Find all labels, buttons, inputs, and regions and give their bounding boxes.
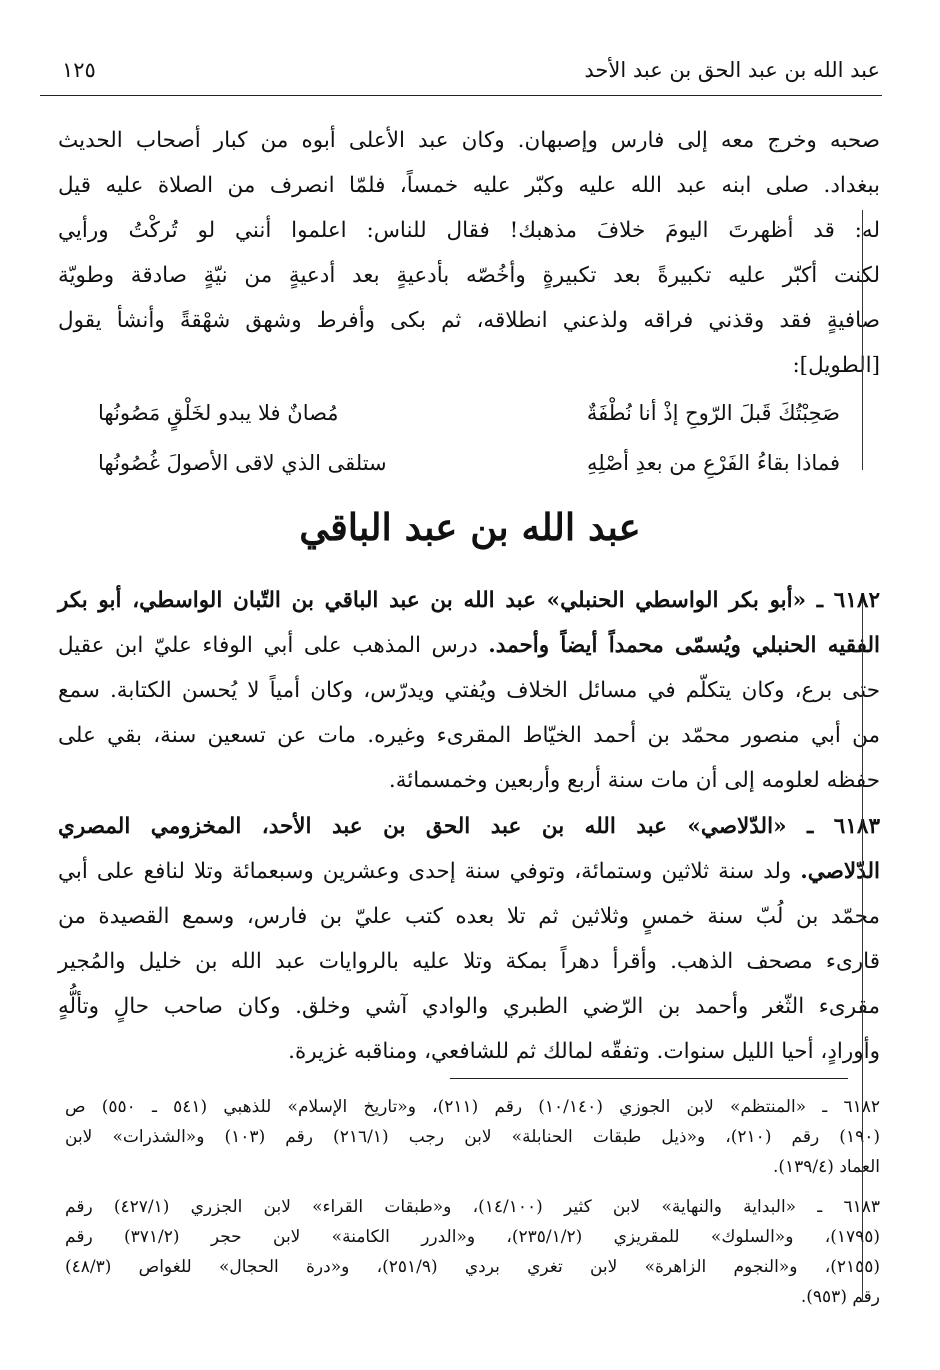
entry-text: درس المذهب على أبي الوفاء عليّ ابن عقيل (58, 633, 489, 658)
verse-first-hemistich: فماذا بقاءُ الفَرْعِ من بعدِ أصْلِهِ (587, 451, 840, 475)
footnote-rule (450, 1078, 848, 1079)
entry-title-continuation: الفقيه الحنبلي ويُسمّى محمداً أيضاً وأحمد. (488, 633, 880, 658)
poem (98, 388, 840, 488)
text-line: له: قد أظهرتَ اليومَ خلافَ مذهبك! فقال للناس: اعلموا أنني لو تُركْتُ ورأيي (58, 218, 880, 243)
footnote-line: ٦١٨٢ ـ «المنتظم» لابن الجوزي (١٠/١٤٠) رقم (٢١١)، و«تاريخ الإسلام» للذهبي (٥٤١ ـ ٥٥٠) ص (65, 1097, 880, 1117)
verse-second-hemistich: ستلقى الذي لاقى الأصولَ غُصُونُها (98, 451, 387, 475)
text-line: حفظه لعلومه إلى أن مات سنة أربع وأربعين وخمسمائة. (388, 768, 880, 793)
footnote-line: ٦١٨٣ ـ «البداية والنهاية» لابن كثير (١٤/١٠٠)، و«طبقات القراء» لابن الجزري (٤٢٧/١) رقم (65, 1197, 880, 1217)
page-header (40, 58, 880, 98)
header-rule (40, 95, 882, 96)
footnote-line: العماد (١٣٩/٤). (772, 1157, 880, 1177)
entry-title-line: ٦١٨٢ ـ «أبو بكر الواسطي الحنبلي» عبد الله بن عبد الباقي بن التّبان الواسطي، أبو بكر (58, 588, 880, 613)
text-line: [الطويل]: (792, 353, 880, 378)
text-line: حتى برع، وكان يتكلّم في مسائل الخلاف ويُفتي ويدرّس، وكان أمياً لا يُحسن الكتابة. سمع (58, 678, 880, 703)
text-line: صحبه وخرج معه إلى فارس وإصبهان. وكان عبد الأعلى أبوه من كبار أصحاب الحديث (58, 128, 880, 153)
text-line: من أبي منصور محمّد بن أحمد الخيّاط المقرىء وغيره. مات عن تسعين سنة، بقي على (58, 723, 880, 748)
text-line: قارىء مصحف الذهب. وأقرأ دهراً بمكة وتلا عليه بالروايات عبد الله بن خليل والمُجير (58, 949, 880, 974)
footnote-line: (١٧٩٥)، و«السلوك» للمقريزي (٢٣٥/١/٢)، و«الدرر الكامنة» لابن حجر (٣٧١/٢) رقم (65, 1227, 881, 1247)
text-line: وأورادٍ، أحيا الليل سنوات. وتفقّه لمالك ثم للشافعي، ومناقبه غزيرة. (288, 1039, 880, 1064)
text-line: مقرىء الثّغر وأحمد بن الرّضي الطبري والوادي آشي وخلق. وكان صاحب حالٍ وتألُّهٍ (58, 994, 880, 1019)
text-line: لكنت أكبّر عليه تكبيرةً بعد تكبيرةٍ وأخُصّه بأدعيةٍ بعد أدعيةٍ من نيّةٍ صادقة وطويّة (58, 263, 880, 288)
section-heading: عبد الله بن عبد الباقي (299, 505, 641, 549)
text-line (58, 849, 880, 894)
footnote-6183 (65, 1192, 880, 1312)
entry-title-continuation: الدّلاصي. (800, 859, 880, 884)
footnote-line: (٢١٥٥)، و«النجوم الزاهرة» لابن تغري بردي (٢٥١/٩)، و«درة الحجال» للغواص (٤٨/٣) (65, 1257, 880, 1277)
footnote-line: (١٩٠) رقم (٢١٠)، و«ذيل طبقات الحنابلة» لابن رجب (٢١٦/١) رقم (١٠٣) و«الشذرات» لابن (65, 1127, 880, 1147)
entry-title-line: ٦١٨٣ ـ «الدّلاصي» عبد الله بن عبد الحق بن عبد الأحد، المخزومي المصري (58, 814, 880, 839)
binding-margin-line (862, 600, 863, 1300)
footnote-line: رقم (٩٥٣). (800, 1287, 880, 1307)
entry-6182 (58, 578, 880, 803)
entry-6183 (58, 804, 880, 1074)
page-number: ١٢٥ (62, 58, 96, 82)
intro-paragraph (58, 118, 880, 388)
verse-first-hemistich: صَحِبْتُكَ قَبلَ الرّوحِ إذْ أنا نُطْفَةٌ (586, 401, 840, 425)
text-line: محمّد بن لُبّ سنة خمسٍ وثلاثين ثم تلا بعده كتب عليّ بن فارس، وسمع القصيدة من (58, 904, 880, 929)
running-title: عبد الله بن عبد الحق بن عبد الأحد (584, 58, 880, 82)
binding-margin-line (862, 210, 863, 470)
text-line: صافيةٍ فقد وقذني فراقه ولذعني انطلاقه، ثم بكى وأفرط وشهق شهْقةً وأنشأ يقول (58, 308, 880, 333)
footnote-6182 (65, 1092, 880, 1182)
text-line: ببغداد. صلى ابنه عبد الله عليه وكبّر عليه خمساً، فلمّا انصرف من الصلاة عليه قيل (58, 173, 880, 198)
text-line (58, 623, 880, 668)
verse-second-hemistich: مُصانٌ فلا يبدو لخَلْقٍ مَصُونُها (98, 401, 339, 425)
poem-verse (98, 388, 840, 438)
poem-verse (98, 438, 840, 488)
footnotes (65, 1092, 880, 1312)
entry-text: ولد سنة ثلاثين وستمائة، وتوفي سنة إحدى وعشرين وسبعمائة وتلا لنافع على أبي (58, 859, 801, 884)
